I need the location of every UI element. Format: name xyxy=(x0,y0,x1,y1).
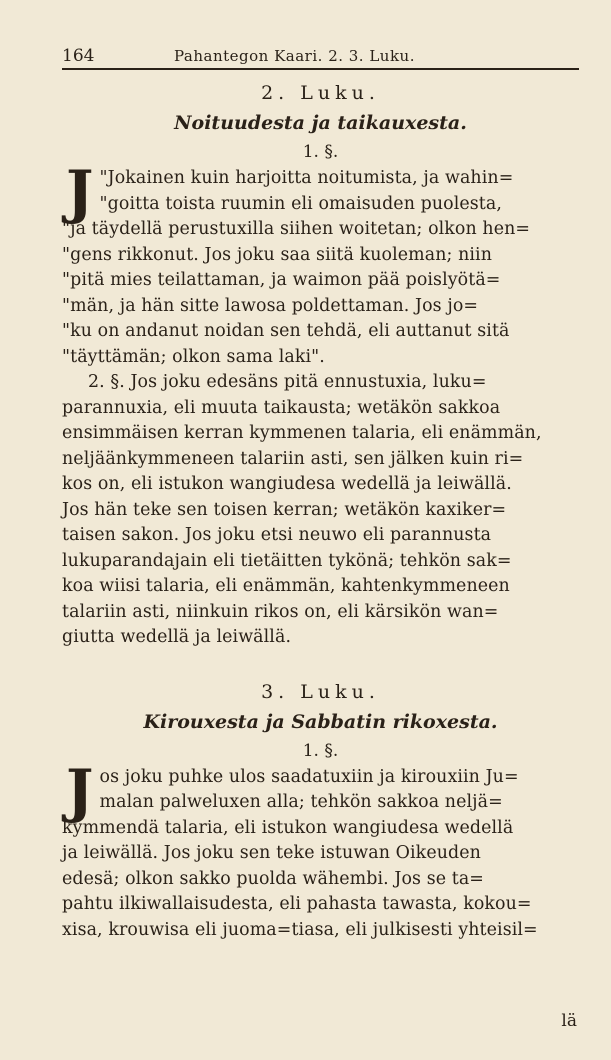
running-head xyxy=(62,40,579,70)
chapter-2-subtitle: Noituudesta ja taikauxesta. xyxy=(174,112,467,134)
chapter-2-section-2-text xyxy=(62,370,579,651)
text-line: "Jokainen kuin harjoitta noitumista, ja wahin= xyxy=(99,168,514,188)
text-line: koa wiisi talaria, eli enämmän, kahtenkymmeneen xyxy=(62,576,510,596)
text-line: edesä; olkon sakko puolda wähembi. Jos se ta= xyxy=(62,868,484,889)
text-line: ensimmäisen kerran kymmenen talaria, eli enämmän, xyxy=(62,423,542,443)
text-line: parannuxia, eli muuta taikausta; wetäkön sakkoa xyxy=(62,397,501,418)
catchword: lä xyxy=(561,1011,577,1031)
page-number: 164 xyxy=(62,46,95,66)
text-line: "män, ja hän sitte lawosa poldettaman. Jos jo= xyxy=(62,295,479,316)
chapter-2-section-1-mark: 1. §. xyxy=(302,142,339,162)
chapter-3-section-1-text xyxy=(62,756,579,944)
text-line: ja leiwällä. Jos joku sen teke istuwan Oikeuden xyxy=(62,843,481,863)
text-line: "pitä mies teilattaman, ja waimon pää poislyötä= xyxy=(62,270,501,290)
text-line: neljäänkymmeneen talariin asti, sen jälken kuin ri= xyxy=(62,448,524,469)
text-line: taisen sakon. Jos joku etsi neuwo eli parannusta xyxy=(62,525,492,545)
text-line: lukuparandajain eli tietäitten tykönä; tehkön sak= xyxy=(62,550,512,571)
chapter-2-heading: 2. Luku. xyxy=(261,82,380,104)
text-line: xisa, krouwisa eli juoma=tiasa, eli julkisesti yhteisil= xyxy=(62,919,538,940)
chapter-2-section-1-text xyxy=(62,158,579,370)
text-line: "ku on andanut noidan sen tehdä, eli auttanut sitä xyxy=(62,321,510,341)
text-line: kymmendä talaria, eli istukon wangiudesa wedellä xyxy=(62,817,514,838)
chapter-3-section-1-mark: 1. §. xyxy=(302,740,339,761)
text-line: talariin asti, niinkuin rikos on, eli kärsikön wan= xyxy=(62,601,499,622)
text-line: "gens rikkonut. Jos joku saa siitä kuoleman; niin xyxy=(62,244,493,265)
text-line: pahtu ilkiwallaisudesta, eli pahasta tawasta, kokou= xyxy=(62,894,532,914)
text-line: "täyttämän; olkon sama laki". xyxy=(62,346,325,367)
text-line: malan palweluxen alla; tehkön sakkoa neljä= xyxy=(99,792,503,812)
text-line: os joku puhke ulos saadatuxiin ja kirouxiin Ju= xyxy=(99,766,519,787)
text-line: kos on, eli istukon wangiudesa wedellä ja leiwällä. xyxy=(62,474,512,494)
chapter-3-subtitle: Kirouxesta ja Sabbatin rikoxesta. xyxy=(143,710,498,733)
text-line: "ja täydellä perustuxilla siihen woitetan; olkon hen= xyxy=(62,219,531,239)
text-line: giutta wedellä ja leiwällä. xyxy=(62,627,292,647)
text-line: Jos hän teke sen toisen kerran; wetäkön kaxiker= xyxy=(62,499,507,520)
running-head-title: Pahantegon Kaari. 2. 3. Luku. xyxy=(174,47,415,65)
text-line: 2. §. Jos joku edesäns pitä ennustuxia, luku= xyxy=(88,372,487,392)
text-line: "goitta toista ruumin eli omaisuden puolesta, xyxy=(99,193,502,214)
drop-initial: J xyxy=(66,756,94,825)
drop-initial: J xyxy=(66,158,94,226)
chapter-3-heading: 3. Luku. xyxy=(261,680,380,703)
